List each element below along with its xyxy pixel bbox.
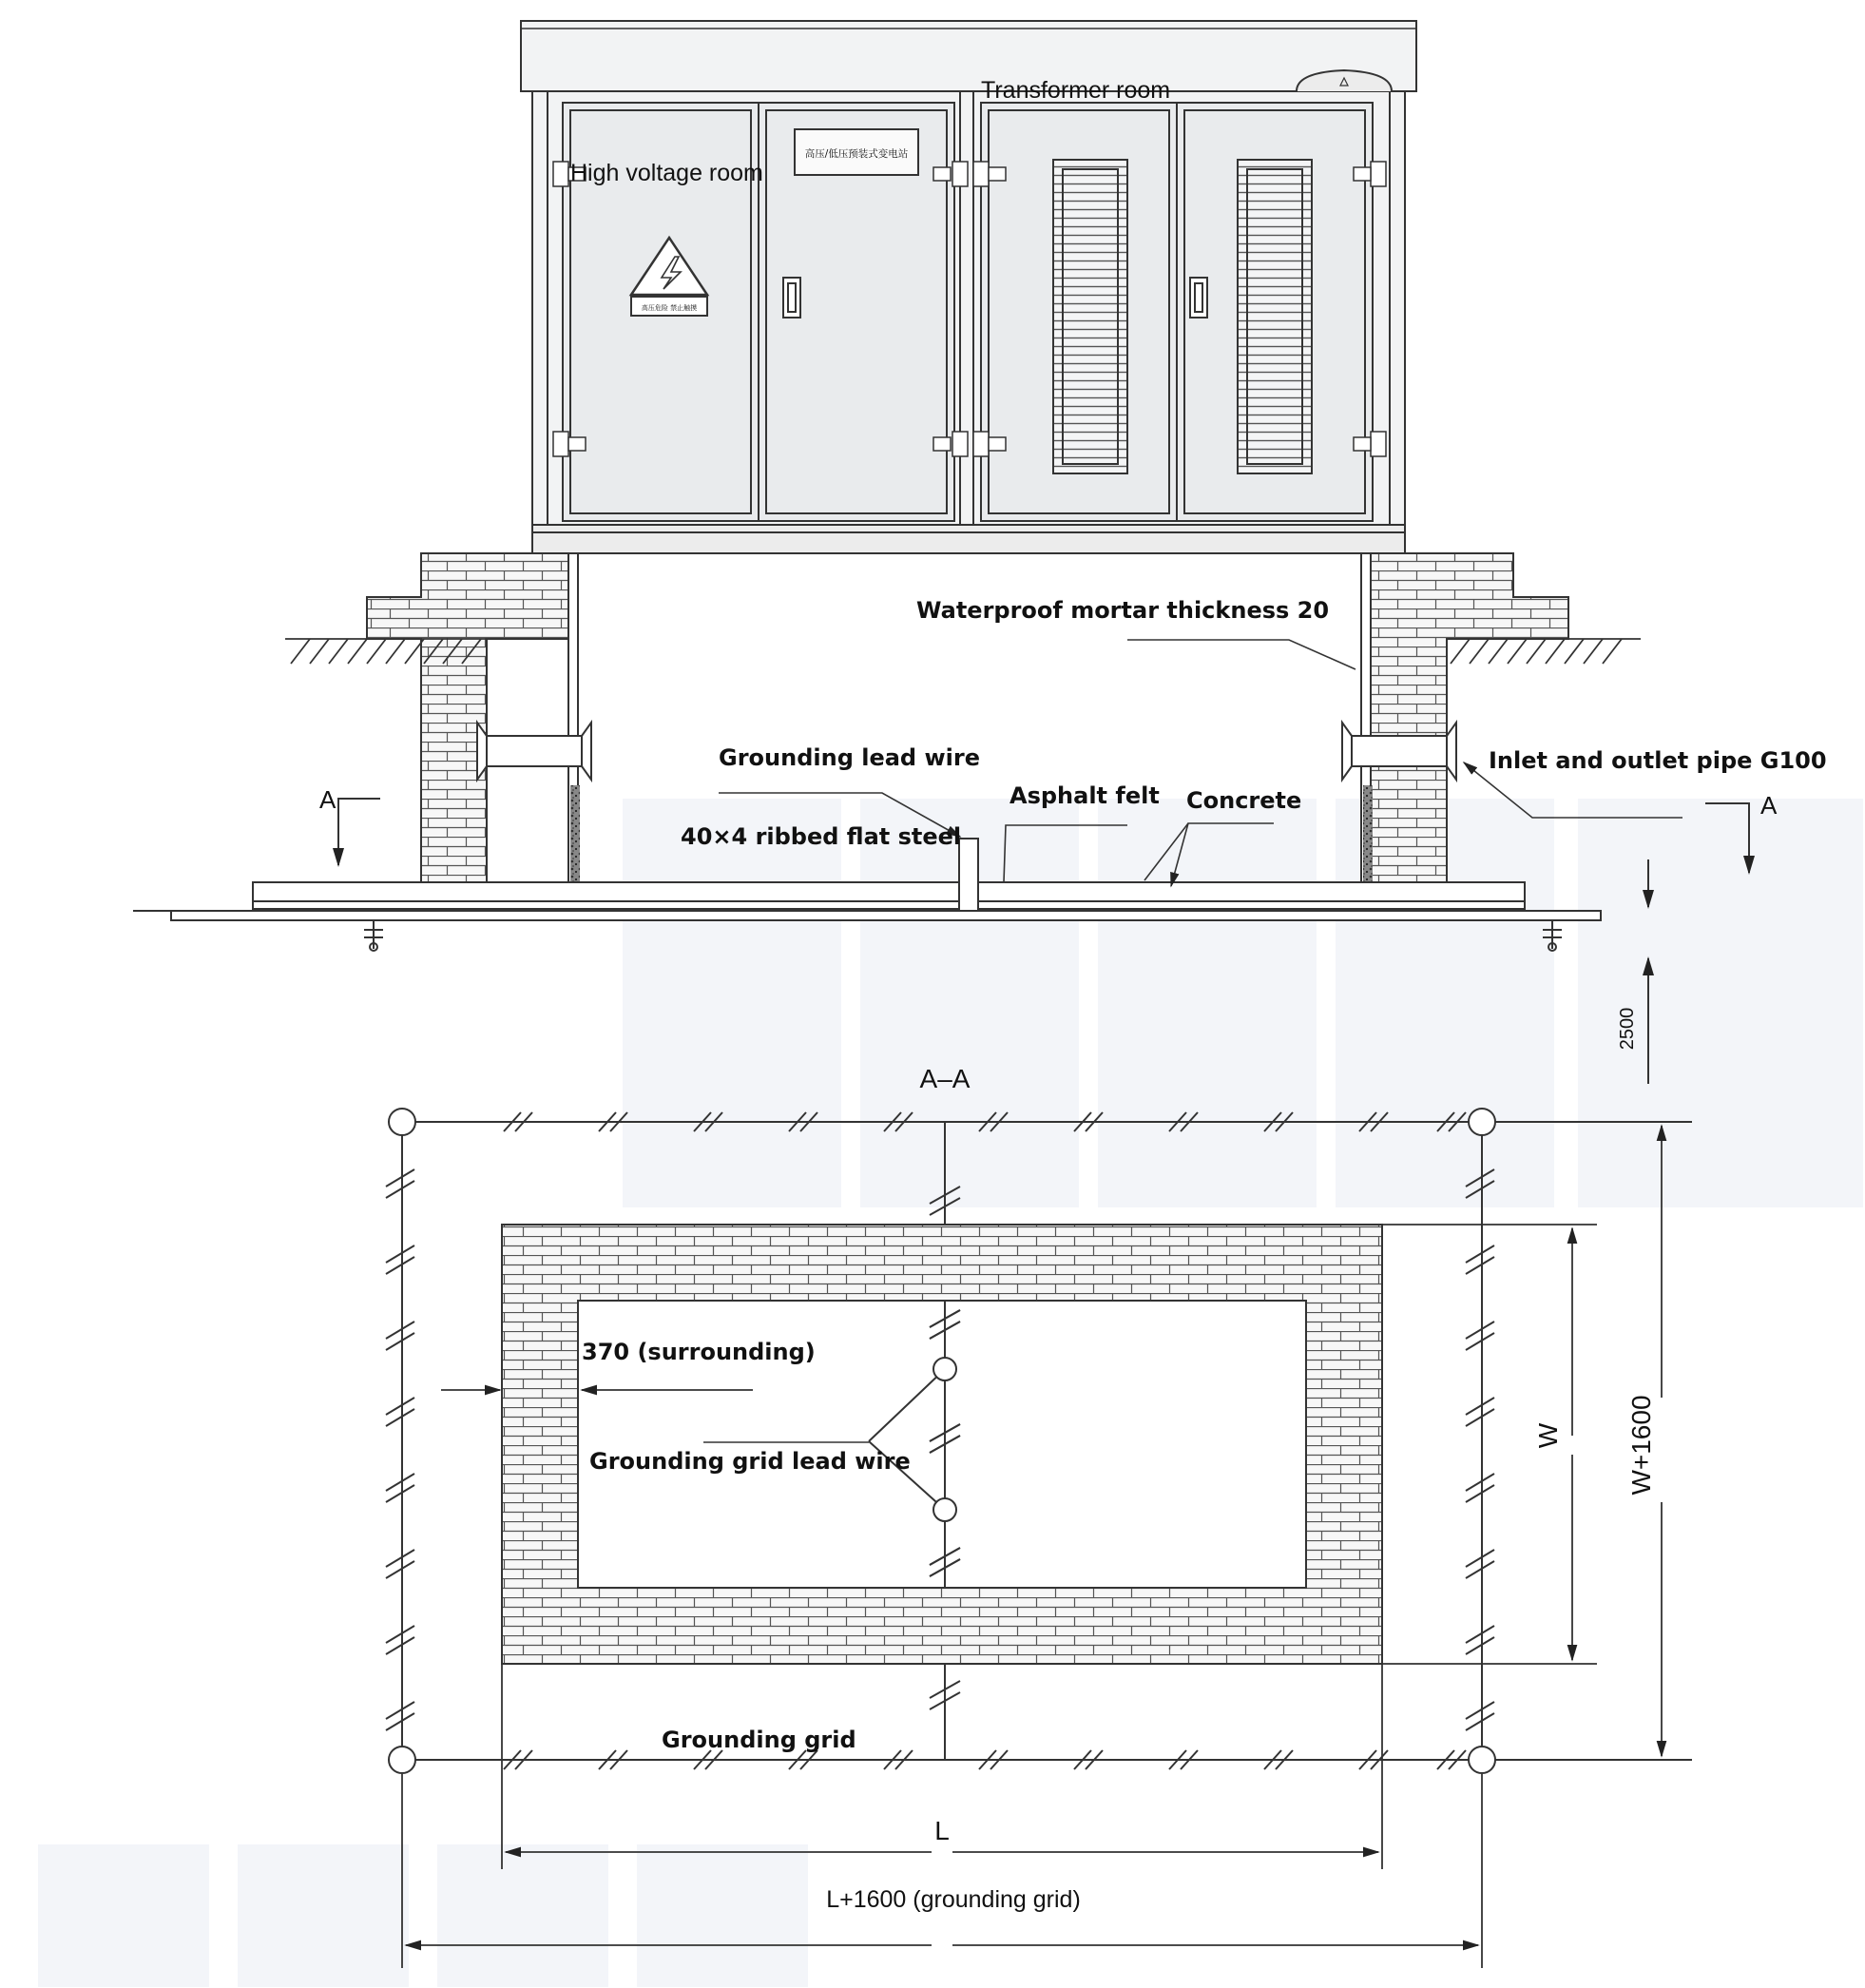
grounding-grid-label: Grounding grid (662, 1727, 856, 1753)
waterproof-mortar-label: Waterproof mortar thickness 20 (916, 597, 1330, 624)
section-mark-right: A (1760, 791, 1778, 820)
asphalt-felt-label: Asphalt felt (1009, 782, 1160, 809)
waterproof-mortar-layer (570, 785, 580, 884)
grounding-lead-wire-label: Grounding lead wire (719, 744, 980, 771)
substation-housing (521, 21, 1416, 553)
w-dimension (1382, 1225, 1597, 1664)
section-title: A–A (919, 1064, 971, 1093)
w-dimension-label: W (1533, 1422, 1563, 1449)
high-voltage-room-label: High voltage room (570, 160, 763, 186)
door-sign-text: 高压/低压预装式变电站 (804, 148, 909, 160)
grounding-grid-lead-wire-label: Grounding grid lead wire (589, 1448, 911, 1475)
watermark (38, 799, 1863, 1987)
depth-dimension-label: 2500 (1617, 1007, 1638, 1051)
l-dimension-label: L (934, 1816, 950, 1845)
transformer-room-label: Transformer room (981, 77, 1171, 104)
flat-steel-label: 40×4 ribbed flat steel (681, 823, 962, 850)
concrete-label: Concrete (1186, 787, 1302, 814)
wall-thickness-label: 370 (surrounding) (582, 1339, 816, 1365)
grounding-grid-lead-wire (703, 1358, 956, 1521)
w-1600-dimension-label: W+1600 (1626, 1395, 1656, 1496)
brick-foundation-ring (502, 1225, 1382, 1664)
louver-right (1238, 160, 1312, 473)
inlet-outlet-pipe-label: Inlet and outlet pipe G100 (1489, 747, 1827, 774)
grounding-lead-post (959, 839, 978, 911)
l-1600-dimension-label: L+1600 (grounding grid) (826, 1886, 1081, 1913)
grounding-grid (389, 1109, 1692, 1773)
louver-left (1053, 160, 1127, 473)
section-mark-left: A (319, 785, 336, 814)
warning-sign-text: 高压危险 禁止触摸 (641, 304, 698, 312)
